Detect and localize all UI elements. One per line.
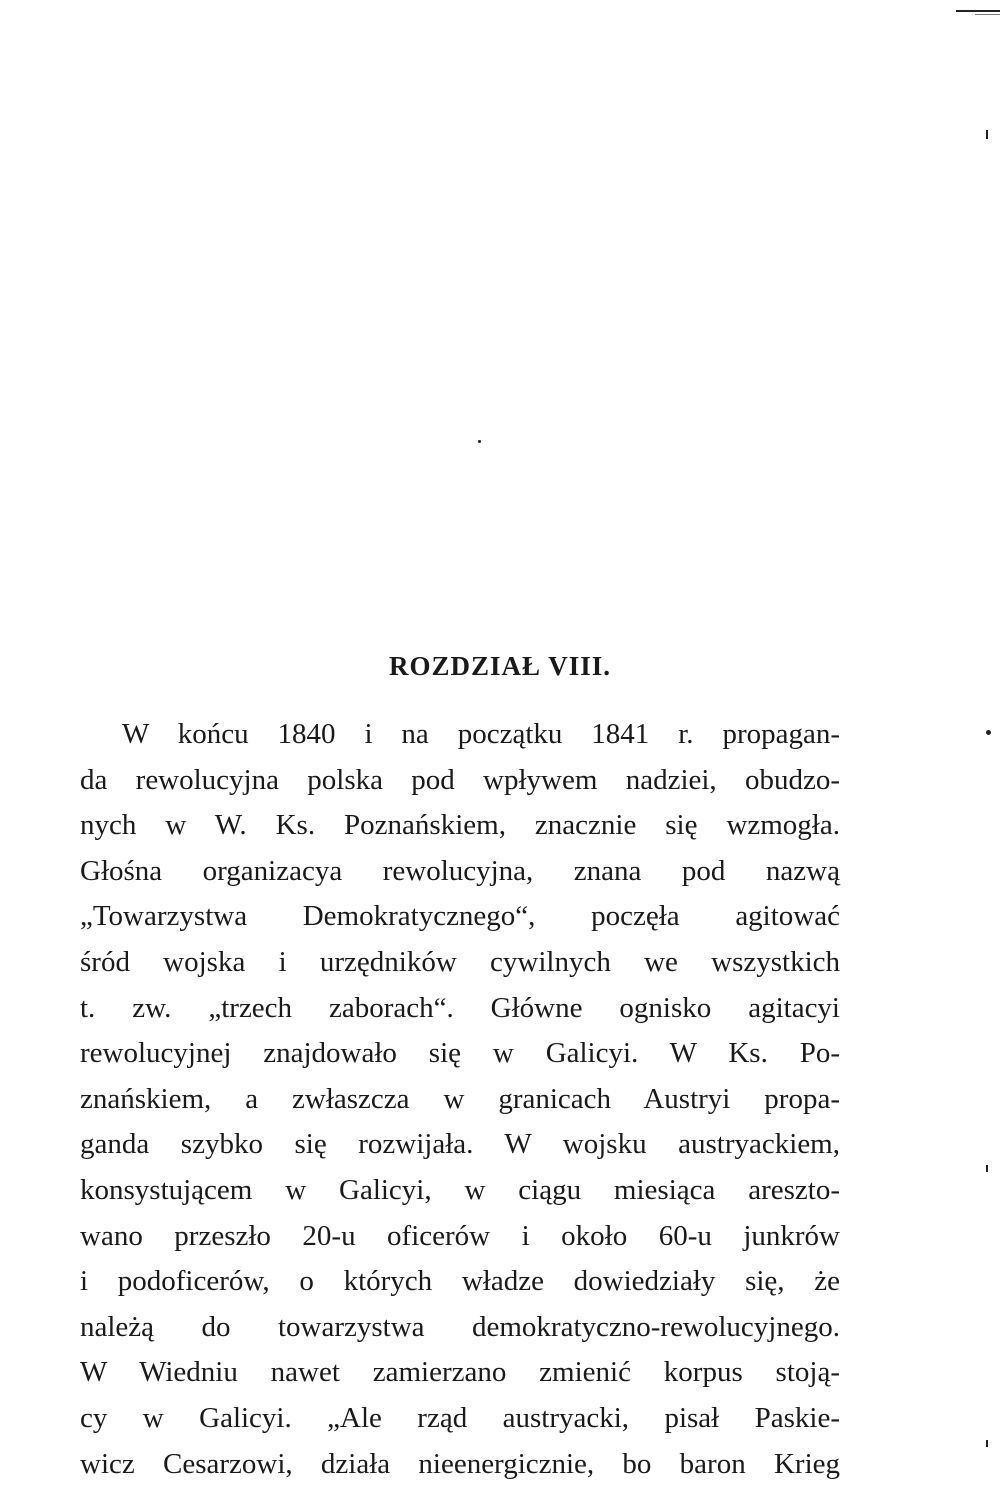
- text-line: W Wiedniu nawet zamierzano zmienić korpus stoją-: [80, 1350, 840, 1396]
- text-line: W końcu 1840 i na początku 1841 r. propagan-: [80, 712, 840, 758]
- text-line: znańskiem, a zwłaszcza w granicach Austryi propa-: [80, 1077, 840, 1123]
- chapter-title: ROZDZIAŁ VIII.: [0, 648, 1000, 684]
- text-line: „Towarzystwa Demokratycznego“, poczęła agitować: [80, 894, 840, 940]
- chapter-body: [80, 712, 840, 1487]
- text-line: konsystującem w Galicyi, w ciągu miesiąca aresztо-: [80, 1168, 840, 1214]
- text-line: należą do towarzystwa demokratyczno-rewolucyjnego.: [80, 1305, 840, 1351]
- text-line: ganda szybko się rozwijała. W wojsku austryackiem,: [80, 1122, 840, 1168]
- text-line: da rewolucyjna polska pod wpływem nadziei, obudzo-: [80, 758, 840, 804]
- scan-edge-mark: [986, 130, 988, 139]
- scan-edge-mark: [975, 14, 1000, 15]
- text-line: rewolucyjnej znajdowało się w Galicyi. W Ks. Po-: [80, 1031, 840, 1077]
- text-line: wano przeszło 20-u oficerów i około 60-u junkrów: [80, 1214, 840, 1260]
- text-line: cy w Galicyi. „Ale rząd austryacki, pisał Paskie-: [80, 1396, 840, 1442]
- text-line: wicz Cesarzowi, działa nieenergicznie, bo baron Krieg: [80, 1442, 840, 1487]
- text-line: Głośna organizacya rewolucyjna, znana pod nazwą: [80, 849, 840, 895]
- text-line: śród wojska i urzędników cywilnych we wszystkich: [80, 940, 840, 986]
- text-line: t. zw. „trzech zaborach“. Główne ognisko agitacyi: [80, 986, 840, 1032]
- text-line: nych w W. Ks. Poznańskiem, znacznie się wzmogła.: [80, 803, 840, 849]
- scan-dust-mark: [478, 440, 481, 443]
- scan-edge-mark: [986, 1440, 988, 1447]
- scan-dust-mark: [986, 730, 991, 735]
- scan-edge-mark: [986, 1165, 988, 1172]
- scan-edge-mark: [956, 10, 1000, 12]
- text-line: i podoficerów, o których władze dowiedziały się, że: [80, 1259, 840, 1305]
